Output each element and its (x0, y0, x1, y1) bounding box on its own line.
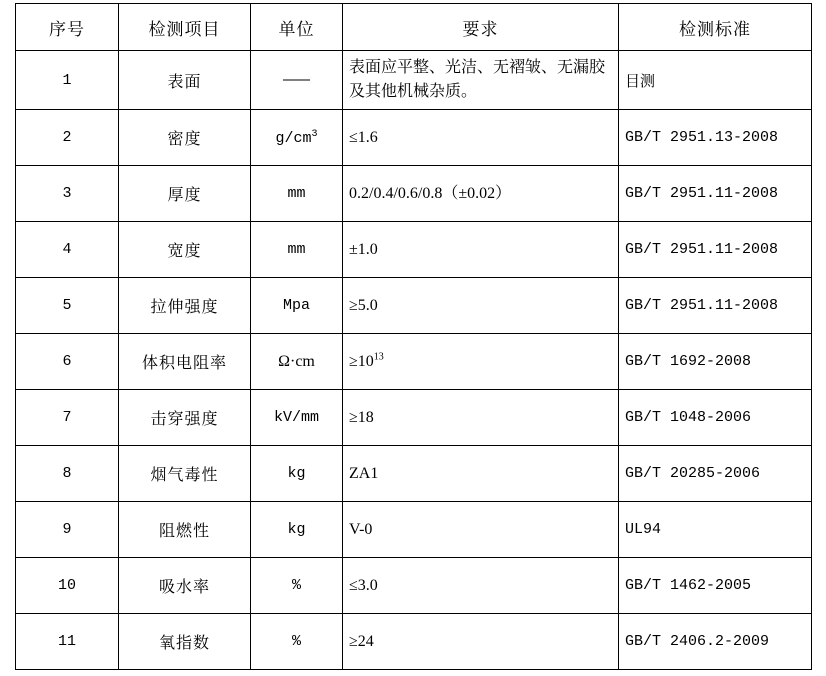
cell-no: 4 (16, 222, 119, 278)
requirement-text: ≥24 (349, 632, 374, 650)
cell-standard (619, 110, 812, 166)
cell-standard (619, 166, 812, 222)
cell-requirement (343, 558, 619, 614)
cell-no: 6 (16, 334, 119, 390)
column-header-unit: 单位 (251, 4, 343, 51)
cell-item: 吸水率 (119, 558, 251, 614)
cell-no: 1 (16, 51, 119, 110)
cell-requirement (343, 51, 619, 110)
cell-requirement (343, 614, 619, 670)
standard-text: GB/T 1692-2008 (625, 353, 752, 370)
requirement-text: ≤1.6 (349, 128, 378, 146)
cell-item: 烟气毒性 (119, 446, 251, 502)
table-header-row (16, 4, 812, 51)
cell-requirement (343, 166, 619, 222)
column-header-no: 序号 (16, 4, 119, 51)
requirement-base: ≥10 (349, 352, 374, 370)
requirement-text: V-0 (349, 520, 373, 538)
cell-no: 10 (16, 558, 119, 614)
cell-item: 击穿强度 (119, 390, 251, 446)
cell-standard (619, 446, 812, 502)
cell-unit: ——— (251, 51, 343, 110)
cell-unit: mm (251, 222, 343, 278)
cell-requirement (343, 446, 619, 502)
table-row (16, 446, 812, 502)
cell-item: 密度 (119, 110, 251, 166)
cell-no: 2 (16, 110, 119, 166)
cell-unit: % (251, 558, 343, 614)
standard-text: GB/T 2406.2-2009 (625, 633, 770, 650)
specification-table (15, 3, 812, 670)
table-row (16, 334, 812, 390)
cell-standard (619, 278, 812, 334)
requirement-text: 表面应平整、光洁、无褶皱、无漏胶及其他机械杂质。 (349, 59, 606, 100)
standard-text: GB/T 2951.11-2008 (625, 185, 779, 202)
standard-text: GB/T 2951.11-2008 (625, 297, 779, 314)
cell-item: 表面 (119, 51, 251, 110)
cell-item: 厚度 (119, 166, 251, 222)
cell-no: 3 (16, 166, 119, 222)
table-row (16, 390, 812, 446)
cell-requirement (343, 334, 619, 390)
standard-text: GB/T 1462-2005 (625, 577, 752, 594)
cell-requirement (343, 278, 619, 334)
cell-unit: kV/mm (251, 390, 343, 446)
cell-no: 7 (16, 390, 119, 446)
cell-item: 体积电阻率 (119, 334, 251, 390)
cell-requirement (343, 110, 619, 166)
table-row (16, 614, 812, 670)
cell-requirement (343, 502, 619, 558)
document-page (0, 3, 826, 676)
requirement-text: ZA1 (349, 464, 379, 482)
standard-text: GB/T 2951.11-2008 (625, 241, 779, 258)
cell-standard (619, 614, 812, 670)
table-header (16, 4, 812, 51)
cell-unit: Mpa (251, 278, 343, 334)
unit-base: g/cm (275, 129, 312, 147)
standard-text: GB/T 2951.13-2008 (625, 129, 779, 146)
cell-unit: kg (251, 502, 343, 558)
requirement-text (343, 348, 618, 375)
table-row (16, 278, 812, 334)
cell-item: 阻燃性 (119, 502, 251, 558)
cell-no: 11 (16, 614, 119, 670)
cell-standard (619, 51, 812, 110)
standard-text: UL94 (625, 521, 662, 538)
cell-unit (251, 110, 343, 166)
column-header-item: 检测项目 (119, 4, 251, 51)
standard-text: 目测 (625, 73, 656, 91)
requirement-text: ≤3.0 (349, 576, 378, 594)
cell-unit: Ω·cm (251, 334, 343, 390)
cell-item: 宽度 (119, 222, 251, 278)
cell-standard (619, 334, 812, 390)
cell-requirement (343, 390, 619, 446)
table-row (16, 51, 812, 110)
cell-unit: mm (251, 166, 343, 222)
cell-no: 5 (16, 278, 119, 334)
table-row (16, 502, 812, 558)
cell-no: 9 (16, 502, 119, 558)
requirement-text: 0.2/0.4/0.6/0.8（±0.02） (349, 184, 512, 202)
cell-item: 拉伸强度 (119, 278, 251, 334)
cell-unit: kg (251, 446, 343, 502)
cell-requirement (343, 222, 619, 278)
cell-unit: % (251, 614, 343, 670)
column-header-requirement: 要求 (343, 4, 619, 51)
standard-text: GB/T 20285-2006 (625, 465, 761, 482)
cell-standard (619, 390, 812, 446)
requirement-superscript: 13 (373, 351, 384, 363)
standard-text: GB/T 1048-2006 (625, 409, 752, 426)
cell-item: 氧指数 (119, 614, 251, 670)
cell-standard (619, 222, 812, 278)
table-row (16, 110, 812, 166)
cell-standard (619, 558, 812, 614)
table-body (16, 51, 812, 670)
unit-superscript: 3 (311, 128, 318, 140)
table-row (16, 222, 812, 278)
requirement-text: ≥5.0 (349, 296, 378, 314)
requirement-text: ≥18 (349, 408, 374, 426)
requirement-text: ±1.0 (349, 240, 378, 258)
table-row (16, 558, 812, 614)
cell-no: 8 (16, 446, 119, 502)
column-header-standard: 检测标准 (619, 4, 812, 51)
table-row (16, 166, 812, 222)
cell-standard (619, 502, 812, 558)
